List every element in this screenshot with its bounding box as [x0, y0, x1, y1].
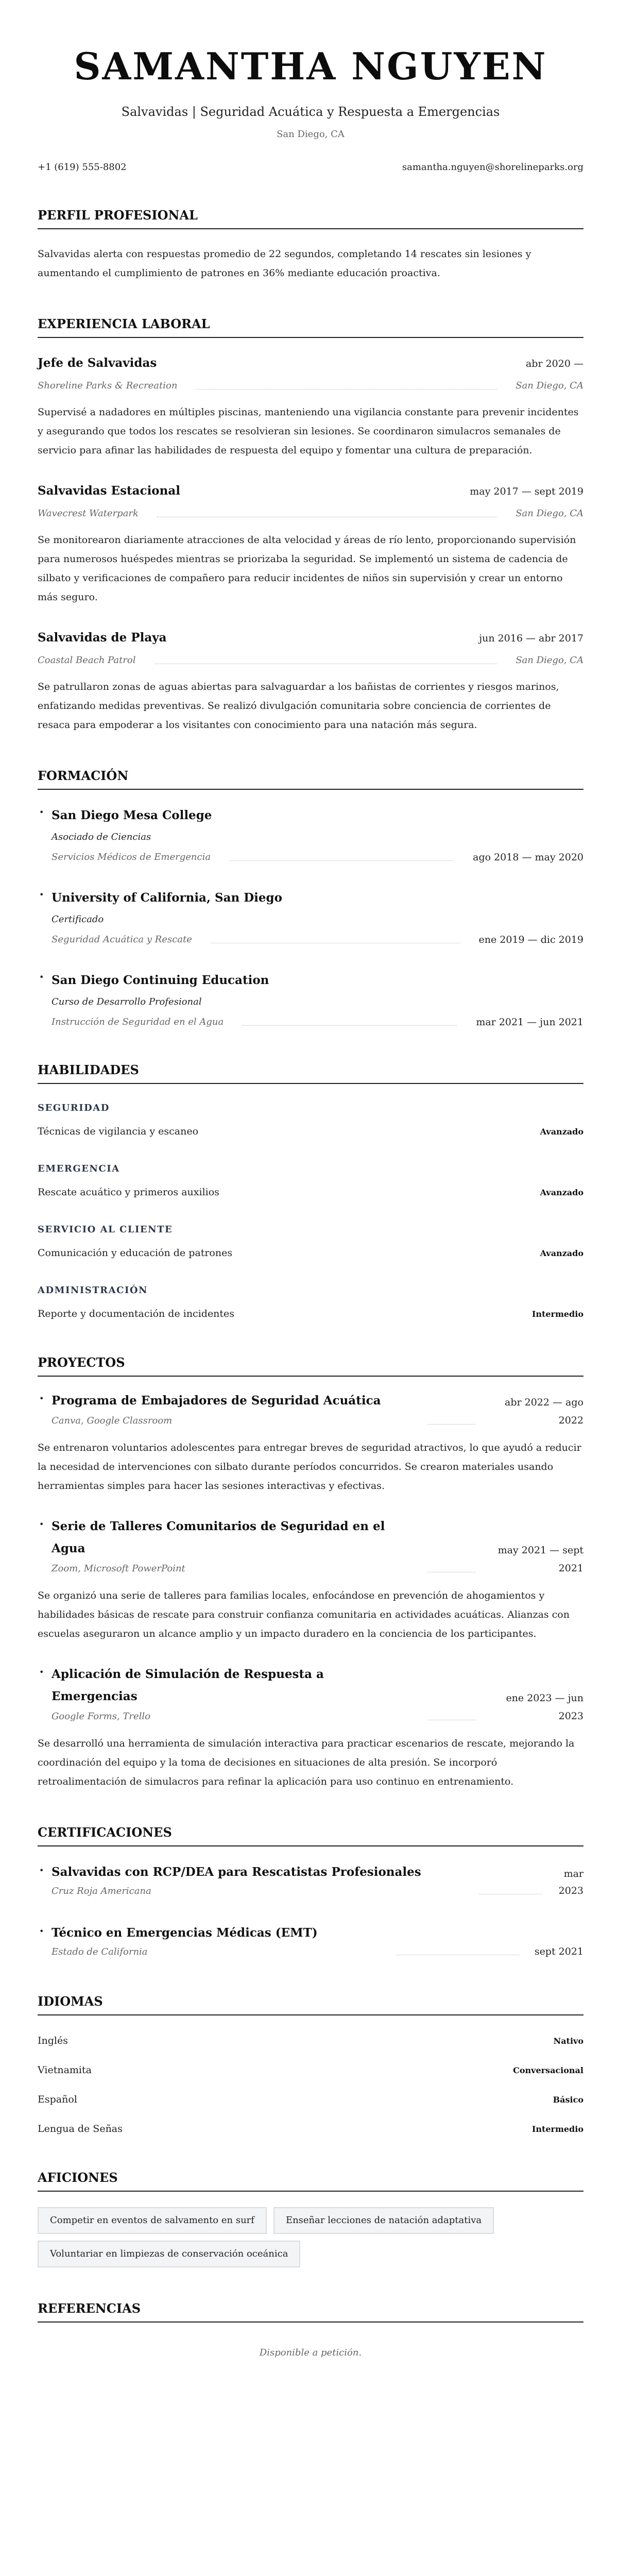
- skill-category: EMERGENCIA: [38, 1163, 120, 1174]
- project-entry: [38, 1515, 583, 1643]
- skill-name: Rescate acuático y primeros auxilios: [38, 1187, 219, 1198]
- job-description: Se patrullaron zonas de aguas abiertas para salvaguardar a los bañistas de corrientes y riesgos marinos, enfatizando medidas preventivas. Se realizó divulgación comunitaria sobre conciencia de corrientes de resaca para empoderar a los visitantes con conocimiento para una natación más segura.: [38, 681, 559, 731]
- bullet-icon: •: [39, 890, 44, 900]
- job-title: Jefe de Salvavidas: [38, 356, 157, 370]
- bullet-icon: •: [39, 1926, 44, 1936]
- job-dates: jun 2016 — abr 2017: [479, 633, 583, 644]
- project-entry: [38, 1389, 583, 1496]
- certifications-section: [38, 1824, 583, 1960]
- bullet-icon: •: [39, 1519, 44, 1529]
- company: Coastal Beach Patrol: [38, 655, 136, 666]
- project-dates: may 2021 — sept 2021: [497, 1545, 583, 1574]
- project-name: Serie de Talleres Comunitarios de Seguridad en el Agua: [52, 1519, 385, 1555]
- dotted-leader: [229, 860, 454, 861]
- education-entry: [38, 807, 583, 864]
- field-of-study: Seguridad Acuática y Rescate: [52, 934, 192, 945]
- resume-header: [38, 43, 583, 174]
- job-location: San Diego, CA: [516, 508, 583, 519]
- job-dates: abr 2020 —: [525, 358, 583, 369]
- field-of-study: Servicios Médicos de Emergencia: [52, 852, 211, 862]
- job-dates: may 2017 — sept 2019: [470, 486, 583, 497]
- bullet-icon: •: [39, 1667, 44, 1677]
- job-entry: [38, 355, 583, 460]
- company: Shoreline Parks & Recreation: [38, 380, 178, 391]
- languages-section: [38, 1993, 583, 2137]
- language-item: [38, 2092, 583, 2107]
- skill-item: [38, 1185, 583, 1200]
- section-title: FORMACIÓN: [38, 768, 583, 790]
- projects-section: [38, 1354, 583, 1791]
- certification-entry: [38, 1922, 583, 1960]
- language-item: [38, 2122, 583, 2137]
- job-entry: [38, 630, 583, 735]
- education-entry: [38, 890, 583, 946]
- skill-item: [38, 1307, 583, 1321]
- skill-category: ADMINISTRACIÓN: [38, 1285, 148, 1296]
- language-name: Lengua de Señas: [38, 2123, 123, 2134]
- section-title: EXPERIENCIA LABORAL: [38, 316, 583, 338]
- interest-tag: Enseñar lecciones de natación adaptativa: [273, 2207, 494, 2234]
- skill-category: SEGURIDAD: [38, 1103, 110, 1113]
- language-name: Vietnamita: [38, 2064, 92, 2076]
- contact-row: [38, 161, 583, 174]
- candidate-name: SAMANTHA NGUYEN: [74, 44, 547, 88]
- skill-level: Intermedio: [531, 1309, 583, 1319]
- skill-name: Reporte y documentación de incidentes: [38, 1308, 235, 1319]
- institution: University of California, San Diego: [52, 891, 282, 905]
- project-name: Aplicación de Simulación de Respuesta a Emergencias: [52, 1667, 324, 1703]
- experience-section: [38, 316, 583, 735]
- language-item: [38, 2033, 583, 2048]
- degree: Certificado: [52, 914, 104, 925]
- job-description: Supervisé a nadadores en múltiples piscinas, manteniendo una vigilancia constante para prevenir incidentes y asegurando que todos los rescates se resolvieran sin lesiones. Se coordinaron simulacros semanales de servicio para afinar las habilidades de respuesta del equipo y fomentar una cultura de preparación.: [38, 406, 579, 456]
- project-name: Programa de Embajadores de Seguridad Acuática: [52, 1394, 381, 1408]
- job-entry: [38, 483, 583, 607]
- degree: Asociado de Ciencias: [52, 832, 151, 842]
- project-dates: abr 2022 — ago 2022: [505, 1397, 583, 1426]
- education-section: [38, 768, 583, 1029]
- degree: Curso de Desarrollo Profesional: [52, 996, 202, 1007]
- section-title: PERFIL PROFESIONAL: [38, 207, 583, 229]
- skill-name: Comunicación y educación de patrones: [38, 1247, 233, 1259]
- job-title: Salvavidas de Playa: [38, 631, 167, 645]
- candidate-title: Salvavidas | Seguridad Acuática y Respuesta a Emergencias: [121, 105, 500, 119]
- skill-item: [38, 1246, 583, 1261]
- project-tech: Zoom, Microsoft PowerPoint: [52, 1563, 185, 1574]
- interests-section: [38, 2170, 583, 2267]
- section-title: IDIOMAS: [38, 1993, 583, 2015]
- certification-issuer: Estado de California: [52, 1946, 148, 1957]
- language-level: Nativo: [553, 2036, 583, 2046]
- skill-level: Avanzado: [540, 1188, 583, 1197]
- project-tech: Canva, Google Classroom: [52, 1415, 173, 1426]
- section-title: AFICIONES: [38, 2170, 583, 2192]
- section-title: CERTIFICACIONES: [38, 1824, 583, 1846]
- candidate-location: San Diego, CA: [277, 129, 345, 140]
- section-title: REFERENCIAS: [38, 2300, 583, 2323]
- institution: San Diego Mesa College: [52, 808, 212, 822]
- certification-date: sept 2021: [534, 1946, 583, 1957]
- language-level: Intermedio: [531, 2124, 583, 2134]
- language-name: Inglés: [38, 2035, 68, 2046]
- phone[interactable]: +1 (619) 555-8802: [38, 162, 127, 173]
- certification-issuer: Cruz Roja Americana: [52, 1886, 151, 1896]
- project-entry: [38, 1663, 583, 1791]
- bullet-icon: •: [39, 1394, 44, 1403]
- skill-level: Avanzado: [540, 1127, 583, 1137]
- certification-name: Técnico en Emergencias Médicas (EMT): [52, 1926, 318, 1940]
- education-dates: mar 2021 — jun 2021: [476, 1016, 583, 1028]
- skill-level: Avanzado: [540, 1248, 583, 1258]
- certification-entry: [38, 1861, 583, 1900]
- language-item: [38, 2063, 583, 2078]
- job-location: San Diego, CA: [516, 380, 583, 391]
- institution: San Diego Continuing Education: [52, 973, 269, 987]
- job-title: Salvavidas Estacional: [38, 484, 181, 498]
- summary-section: [38, 207, 583, 283]
- language-level: Básico: [553, 2095, 583, 2105]
- company: Wavecrest Waterpark: [38, 508, 139, 519]
- project-dates: ene 2023 — jun 2023: [506, 1692, 583, 1722]
- project-description: Se entrenaron voluntarios adolescentes para entregar breves de seguridad atractivos, lo que ayudó a reducir la necesidad de intervenciones con silbato durante períodos concurridos. Se crearon materiales usando herramientas simples para hacer las sesiones interactivas y efectivas.: [38, 1442, 581, 1492]
- project-description: Se desarrolló una herramienta de simulación interactiva para practicar escenarios de rescate, mejorando la coordinación del equipo y la toma de decisiones en situaciones de alta presión. Se incorporó retroalimentación de simulacros para refinar la aplicación para uso continuo en entrenamiento.: [38, 1738, 575, 1787]
- references-note: Disponible a petición.: [259, 2347, 362, 2358]
- skill-category: SERVICIO AL CLIENTE: [38, 1224, 173, 1235]
- dotted-leader: [242, 1025, 457, 1026]
- section-title: HABILIDADES: [38, 1062, 583, 1084]
- dotted-leader: [427, 1424, 475, 1425]
- references-section: [38, 2300, 583, 2359]
- certification-date: mar 2023: [558, 1868, 583, 1896]
- summary-text: Salvavidas alerta con respuestas promedio de 22 segundos, completando 14 rescates sin lesiones y aumentando el cumplimiento de patrones en 36% mediante educación proactiva.: [38, 248, 531, 279]
- skill-name: Técnicas de vigilancia y escaneo: [38, 1126, 199, 1137]
- project-description: Se organizó una serie de talleres para familias locales, enfocándose en prevención de ahogamientos y habilidades básicas de rescate para construir confianza comunitaria en actividades acuáticas. Alianzas con escuelas aseguraron un alcance amplio y un impacto duradero en la conciencia de los participantes.: [38, 1590, 570, 1639]
- education-dates: ago 2018 — may 2020: [473, 852, 583, 863]
- interest-tag: Competir en eventos de salvamento en surf: [38, 2207, 267, 2234]
- language-name: Español: [38, 2094, 77, 2105]
- bullet-icon: •: [39, 807, 44, 817]
- job-description: Se monitorearon diariamente atracciones de alta velocidad y áreas de río lento, proporcionando supervisión para numerosos huéspedes mientras se priorizaba la seguridad. Se implementó un sistema de cadencia de silbato y verificaciones de compañero para reducir incidentes de niños sin supervisión y crear un entorno más seguro.: [38, 534, 576, 603]
- education-dates: ene 2019 — dic 2019: [478, 934, 583, 945]
- email[interactable]: samantha.nguyen@shorelineparks.org: [402, 162, 583, 173]
- language-level: Conversacional: [513, 2065, 583, 2075]
- field-of-study: Instrucción de Seguridad en el Agua: [52, 1016, 224, 1027]
- interest-tags: [38, 2207, 583, 2267]
- bullet-icon: •: [39, 972, 44, 982]
- job-location: San Diego, CA: [516, 655, 583, 666]
- bullet-icon: •: [39, 1866, 44, 1875]
- education-entry: [38, 972, 583, 1029]
- certification-name: Salvavidas con RCP/DEA para Rescatistas Profesionales: [52, 1865, 421, 1879]
- interest-tag: Voluntariar en limpiezas de conservación oceánica: [38, 2241, 300, 2267]
- skill-item: [38, 1124, 583, 1139]
- skills-section: [38, 1062, 583, 1321]
- project-tech: Google Forms, Trello: [52, 1711, 151, 1722]
- section-title: PROYECTOS: [38, 1354, 583, 1377]
